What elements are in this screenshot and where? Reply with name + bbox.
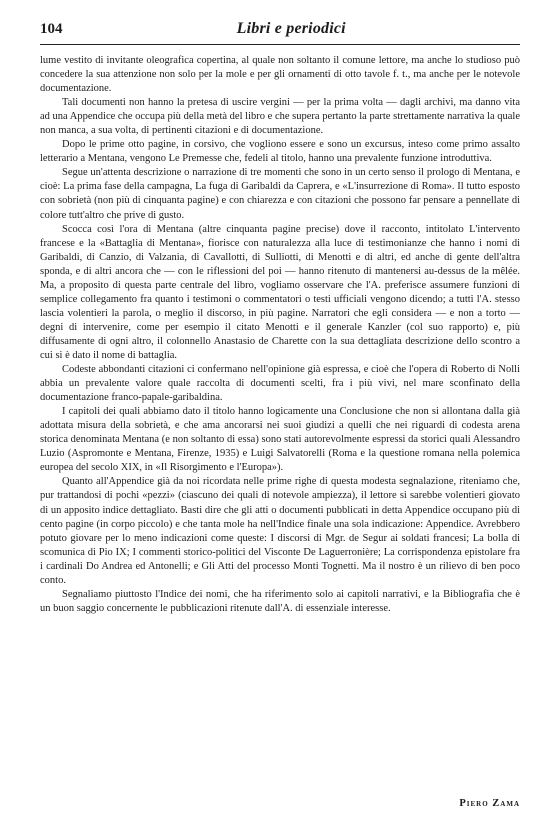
running-title: Libri e periodici: [236, 20, 346, 37]
page-header: [40, 20, 520, 42]
article-body: [40, 54, 520, 616]
header-rule: [40, 44, 520, 45]
paragraph-5: Scocca così l'ora di Mentana (altre cinquanta pagine precise) dove il racconto, intitolato L'intervento francese e la «Battaglia di Mentana», fiorisce con naturalezza alla luce di testimonianze che hanno i nomi di Garibaldi, di Canzio, di Valzania, di Cavallotti, di Sulliotti, di Menotti e di altri, ed anche di gente dell'altra sponda, e di altri ancora che — con le riflessioni del poi — hanno ritenuto di mantenersi au-dessus de la mêlée. Ma, a proposito di questa parte centrale del libro, vogliamo osservare che l'A. preferisce assumere funzioni di semplice collegamento fra quanto i testimoni o commentatori o testi ufficiali vengono dicendo; a tutti l'A. stesso lascia volentieri la parola, o meglio il discorso, in più pagine. Narratori che egli considera — e non a torto — degni di intervenire, come per esempio il citato Menotti e il generale Kanzler (col suo rapporto) e, più diffusamente di ogni altro, il colonnello Anastasio de Charette con la sua dettagliata descrizione dello scontro a cui si è dato il nome di battaglia.: [40, 223, 520, 361]
paragraph-9: Segnaliamo piuttosto l'Indice dei nomi, che ha riferimento solo ai capitoli narrativi, e la Bibliografia che è un buon saggio concernente le pubblicazioni ritenute dall'A. di essenziale interesse.: [40, 588, 520, 614]
page-number: 104: [40, 21, 63, 37]
paragraph-4: Segue un'attenta descrizione o narrazione di tre momenti che sono in un certo senso il prologo di Mentana, e cioè: La prima fase della campagna, La fuga di Garibaldi da Caprera, e «L'insurrezione di Roma». Il tutto esposto con sobrietà (non più di cinquanta pagine) e con chiarezza e con citazioni che possono far pensare a pennellate di colore tutt'altro che prive di gusto.: [40, 167, 520, 221]
author-signature: Piero Zama: [459, 798, 520, 809]
paragraph-3: Dopo le prime otto pagine, in corsivo, che vogliono essere e sono un excursus, inteso come primo assalto letterario a Mentana, vengono Le Premesse che, fedeli al titolo, hanno una prevalente funzione introduttiva.: [40, 139, 520, 165]
paragraph-1: lume vestito di invitante oleografica copertina, al quale non soltanto il comune lettore, ma anche lo studioso può concedere la sua attenzione non solo per la mole e per gli ornamenti di otto tavole f. t., ma anche per le notevole documentazione.: [40, 55, 520, 95]
paragraph-6: Codeste abbondanti citazioni ci confermano nell'opinione già espressa, e cioè che l'opera di Roberto di Nolli abbia un prevalente valore quale raccolta di documenti scelti, fra i più vivi, nel mare sconfinato della documentazione franco-papale-garibaldina.: [40, 364, 520, 404]
paragraph-2: Tali documenti non hanno la pretesa di uscire vergini — per la prima volta — dagli archivi, ma danno vita ad una Appendice che occupa più della metà del libro e che supera pertanto la parte strettamente narrativa la quale non manca, a sua volta, di pertinenti citazioni e di documentazione.: [40, 97, 520, 137]
paragraph-7: I capitoli dei quali abbiamo dato il titolo hanno logicamente una Conclusione che non si allontana dalla già adottata misura della sobrietà, e che ama ancorarsi nei suoi giudizi a quelli che nei riguardi di codesta arena storica denominata Mentana (e non soltanto di essa) sono stati autorevolmente espressi da storici quali Alessandro Luzio (Aspromonte e Mentana, Firenze, 1935) e Luigi Salvatorelli (Roma e la questione romana nella polemica europea del secolo XIX, in «Il Risorgimento e l'Europa»).: [40, 406, 520, 474]
paragraph-8: Quanto all'Appendice già da noi ricordata nelle prime righe di questa modesta segnalazione, riteniamo che, pur trattandosi di pochi «pezzi» (ciascuno dei quali di notevole ampiezza), il lettore si sarebbe volentieri giovato di un apposito indice dettagliato. Basti dire che gli atti o documenti pubblicati in detta Appendice occupano più di cento pagine (in corpo piccolo) e che tanta mole ha nell'Indice finale una sola indicazione: Appendice. Avrebbero potuto giovare per lo meno indicazioni come queste: I discorsi di Mgr. de Segur ai soldati francesi; La bolla di scomunica di Pio IX; I commenti storico-politici del Visconte De Laguerronière; La corrispondenza epistolare fra i cardinali Do Andrea ed Antonelli; e Gli Atti del processo Monti Tognetti. Ma il nostro è un rilievo di ben poco conto.: [40, 476, 520, 586]
